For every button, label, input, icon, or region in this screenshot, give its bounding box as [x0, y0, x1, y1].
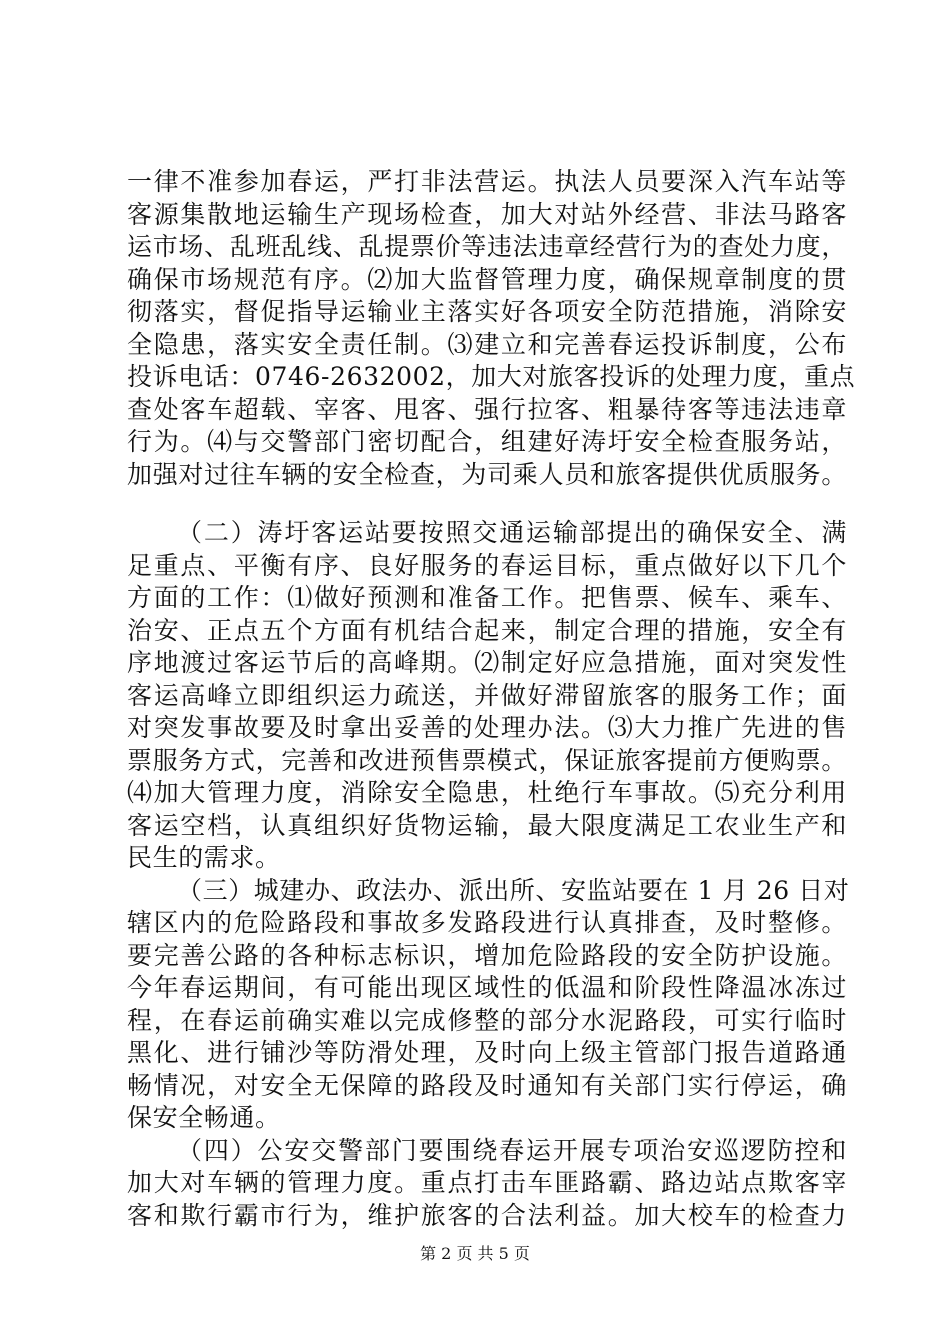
text-line: 票服务方式，完善和改进预售票模式，保证旅客提前方便购票。 — [127, 745, 847, 775]
text-line: 投诉电话：0746-2632002，加大对旅客投诉的处理力度，重点 — [127, 362, 856, 391]
text-line: 加强对过往车辆的安全检查，为司乘人员和旅客提供优质服务。 — [127, 459, 847, 489]
text-line: 运市场、乱班乱线、乱提票价等违法违章经营行为的查处力度， — [127, 232, 847, 261]
text-line: 彻落实，督促指导运输业主落实好各项安全防范措施，消除安 — [127, 297, 847, 326]
text-line: 保安全畅通。 — [127, 1103, 281, 1132]
text-line: 客运高峰立即组织运力疏送，并做好滞留旅客的服务工作；面 — [127, 680, 847, 710]
text-line: 黑化、进行铺沙等防滑处理，及时向上级主管部门报告道路通 — [127, 1038, 847, 1067]
text-line: 足重点、平衡有序、良好服务的春运目标，重点做好以下几个 — [127, 550, 847, 580]
paragraph-3 — [127, 875, 850, 1135]
text-line: 畅情况，对安全无保障的路段及时通知有关部门实行停运，确 — [127, 1070, 847, 1100]
page-number-footer: 第 2 页 共 5 页 — [420, 1244, 530, 1263]
text-line: 今年春运期间，有可能出现区域性的低温和阶段性降温冰冻过 — [127, 973, 847, 1002]
text-line: 确保市场规范有序。⑵加大监督管理力度，确保规章制度的贯 — [127, 264, 847, 294]
text-line: 民生的需求。 — [127, 843, 281, 872]
text-line: 客源集散地运输生产现场检查，加大对站外经营、非法马路客 — [127, 199, 847, 229]
document-body — [127, 166, 856, 1232]
text-line: 查处客车超载、宰客、甩客、强行拉客、粗暴待客等违法违章 — [127, 394, 847, 424]
text-line: 对突发事故要及时拿出妥善的处理办法。⑶大力推广先进的售 — [127, 713, 847, 742]
text-line: （三）城建办、政法办、派出所、安监站要在 1 月 26 日对 — [177, 875, 850, 905]
text-line: 方面的工作：⑴做好预测和准备工作。把售票、候车、乘车、 — [127, 583, 847, 612]
text-line: （四）公安交警部门要围绕春运开展专项治安巡逻防控和 — [177, 1135, 847, 1165]
text-line: 客和欺行霸市行为，维护旅客的合法利益。加大校车的检查力 — [127, 1200, 847, 1230]
text-line: （二）涛圩客运站要按照交通运输部提出的确保安全、满 — [177, 518, 847, 547]
text-line: 全隐患，落实安全责任制。⑶建立和完善春运投诉制度，公布 — [127, 329, 847, 359]
text-line: 辖区内的危险路段和事故多发路段进行认真排查，及时整修。 — [127, 908, 847, 937]
paragraph-2 — [127, 517, 847, 875]
text-line: 序地渡过客运节后的高峰期。⑵制定好应急措施，面对突发性 — [127, 648, 847, 677]
text-line: 程，在春运前确实难以完成修整的部分水泥路段，可实行临时 — [127, 1005, 847, 1035]
paragraph-4 — [127, 1135, 847, 1233]
text-line: ⑷加大管理力度，消除安全隐患，杜绝行车事故。⑸充分利用 — [127, 778, 847, 807]
paragraph-spacer — [127, 491, 847, 517]
text-line: 治安、正点五个方面有机结合起来，制定合理的措施，安全有 — [127, 615, 847, 645]
text-line: 要完善公路的各种标志标识，增加危险路段的安全防护设施。 — [127, 940, 847, 970]
text-line: 一律不准参加春运，严打非法营运。执法人员要深入汽车站等 — [127, 167, 847, 196]
text-line: 加大对车辆的管理力度。重点打击车匪路霸、路边站点欺客宰 — [127, 1168, 847, 1197]
text-line: 客运空档，认真组织好货物运输，最大限度满足工农业生产和 — [127, 810, 847, 840]
text-line: 行为。⑷与交警部门密切配合，组建好涛圩安全检查服务站， — [127, 427, 847, 456]
paragraph-1 — [127, 166, 856, 491]
